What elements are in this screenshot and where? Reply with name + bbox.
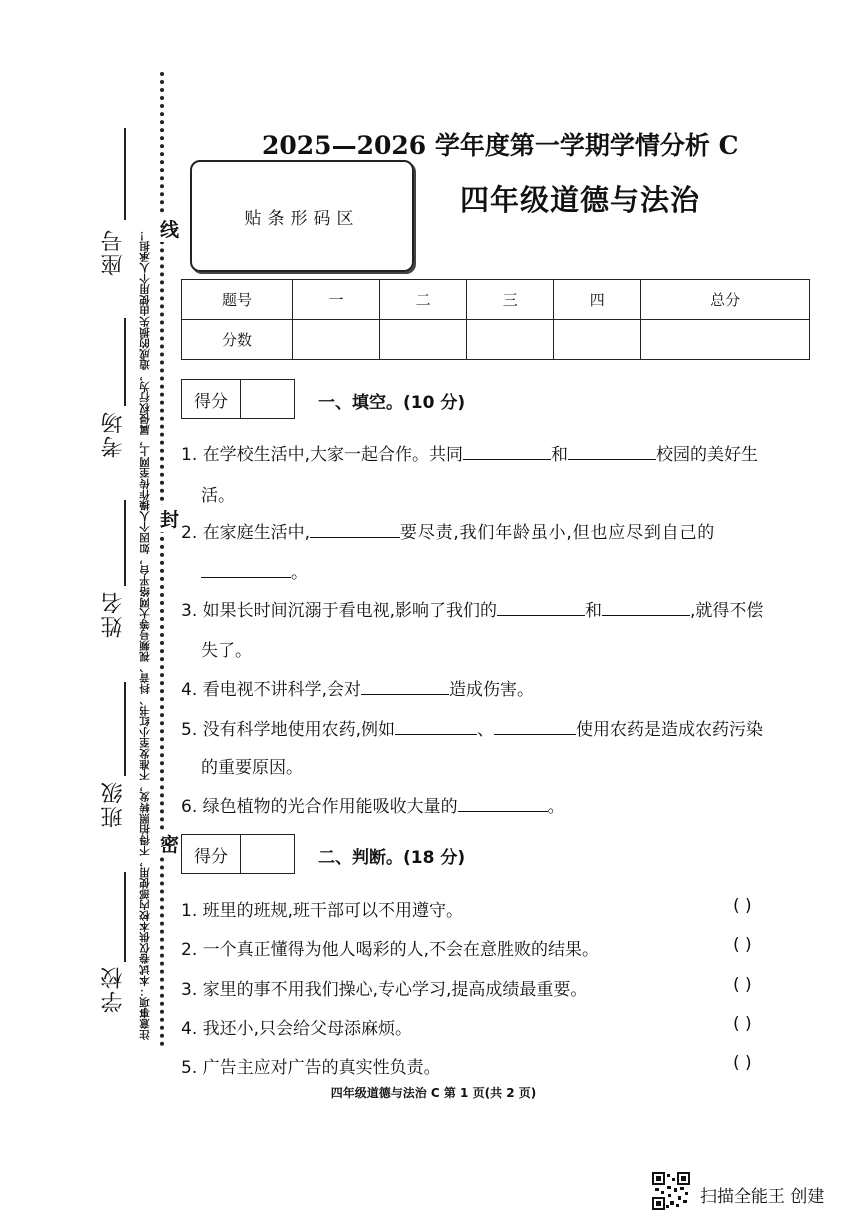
- score-cell[interactable]: [293, 320, 380, 360]
- q6-blank[interactable]: [458, 793, 548, 812]
- section2-score-field[interactable]: [241, 835, 294, 873]
- seal-char-xian: 线: [160, 215, 179, 242]
- judge-item-5: 5. 广告主应对广告的真实性负责。: [181, 1058, 441, 1078]
- q4-line: [181, 675, 534, 700]
- name-line: [124, 500, 126, 586]
- section2-score-label: 得分: [182, 835, 241, 873]
- scanner-watermark: 扫描全能王 创建: [700, 1187, 825, 1207]
- q2-text: 2. 在家庭生活中,: [181, 523, 311, 543]
- q3-text: 3. 如果长时间沉溺于看电视,影响了我们的: [181, 601, 498, 621]
- q5-line2: 的重要原因。: [201, 758, 303, 778]
- score-cell[interactable]: [641, 320, 810, 360]
- q4-text: 造成伤害。: [449, 680, 535, 700]
- answer-paren-2[interactable]: ( ): [733, 935, 752, 955]
- notice-text: 注意事项：本试卷仅供本校内部使用，不得拍照转发，不准发至小红书、抖音、视频号等大网络平台，如因个人操作传至网上，属侵权行为，造成的损失由使用个人承担！: [139, 230, 151, 1040]
- q2-blank-2[interactable]: [201, 559, 291, 578]
- section2-score-box: [181, 834, 295, 874]
- score-header-cell: 一: [293, 280, 380, 320]
- q3-line1: [181, 596, 763, 621]
- q3-blank-2[interactable]: [602, 597, 690, 616]
- score-header-cell: 二: [380, 280, 467, 320]
- q5-line1: [181, 715, 763, 740]
- section2-heading: 二、判断。(18 分): [318, 848, 466, 868]
- judge-item-3: 3. 家里的事不用我们操心,专心学习,提高成绩最重要。: [181, 980, 588, 1000]
- q5-blank-1[interactable]: [395, 716, 477, 735]
- q3-text: ,就得不偿: [690, 601, 764, 621]
- q5-text: 5. 没有科学地使用农药,例如: [181, 720, 396, 740]
- subject-title: 四年级道德与法治: [460, 183, 701, 217]
- answer-paren-4[interactable]: ( ): [733, 1014, 752, 1034]
- section1-score-box: [181, 379, 295, 419]
- score-header-cell: 题号: [182, 280, 293, 320]
- score-header-cell: 总分: [641, 280, 810, 320]
- q1-text: 和: [551, 445, 569, 465]
- score-header-cell: 四: [554, 280, 641, 320]
- q1-text: 1. 在学校生活中,大家一起合作。共同: [181, 445, 464, 465]
- q1-blank-2[interactable]: [568, 441, 656, 460]
- seal-char-mi: 密: [160, 830, 179, 857]
- q1-line1: [181, 440, 758, 465]
- exam-title: 2025—2026 学年度第一学期学情分析 C: [262, 131, 739, 160]
- barcode-area: [190, 160, 414, 272]
- judge-item-1: 1. 班里的班规,班干部可以不用遵守。: [181, 901, 464, 921]
- score-row-label: 分数: [182, 320, 293, 360]
- seat-number-label: 座号: [101, 228, 126, 276]
- q3-blank-1[interactable]: [497, 597, 585, 616]
- exam-room-label: 考场: [101, 410, 126, 458]
- name-label: 姓名: [101, 590, 126, 638]
- q4-text: 4. 看电视不讲科学,会对: [181, 680, 362, 700]
- q2-text: 要尽责,我们年龄虽小,但也应尽到自己的: [400, 523, 716, 543]
- answer-paren-5[interactable]: ( ): [733, 1053, 752, 1073]
- q1-blank-1[interactable]: [463, 441, 551, 460]
- q5-text: 、: [477, 720, 495, 740]
- q5-blank-2[interactable]: [494, 716, 576, 735]
- q1-line2: 活。: [201, 486, 235, 506]
- judge-item-2: 2. 一个真正懂得为他人喝彩的人,不会在意胜败的结果。: [181, 940, 600, 960]
- score-cell[interactable]: [380, 320, 467, 360]
- school-line: [124, 872, 126, 962]
- q3-line2: 失了。: [201, 641, 252, 661]
- barcode-label: 贴条形码区: [244, 208, 360, 229]
- school-label: 学校: [101, 965, 126, 1013]
- section1-score-label: 得分: [182, 380, 241, 418]
- q1-text: 校园的美好生: [656, 445, 759, 465]
- q2-text: 。: [291, 563, 308, 583]
- section1-score-field[interactable]: [241, 380, 294, 418]
- q3-text: 和: [585, 601, 603, 621]
- answer-paren-1[interactable]: ( ): [733, 896, 752, 916]
- q2-blank-1[interactable]: [310, 519, 400, 538]
- seat-number-line: [124, 128, 126, 220]
- exam-room-line: [124, 318, 126, 406]
- q6-text: 。: [547, 797, 565, 817]
- seal-char-feng: 封: [160, 505, 179, 532]
- score-cell[interactable]: [467, 320, 554, 360]
- score-cell[interactable]: [554, 320, 641, 360]
- class-line: [124, 682, 126, 776]
- class-label: 班级: [101, 780, 126, 828]
- q2-line2: [201, 558, 308, 583]
- answer-paren-3[interactable]: ( ): [733, 975, 752, 995]
- score-table: [181, 279, 810, 360]
- section1-heading: 一、填空。(10 分): [318, 393, 466, 413]
- q6-text: 6. 绿色植物的光合作用能吸收大量的: [181, 797, 458, 817]
- page-footer: 四年级道德与法治 C 第 1 页(共 2 页): [330, 1086, 537, 1100]
- q6-line: [181, 792, 565, 817]
- qr-code-icon: [652, 1172, 690, 1210]
- q5-text: 使用农药是造成农药污染: [576, 720, 764, 740]
- q2-line1: [181, 518, 715, 543]
- judge-item-4: 4. 我还小,只会给父母添麻烦。: [181, 1019, 413, 1039]
- q4-blank[interactable]: [361, 676, 449, 695]
- score-header-cell: 三: [467, 280, 554, 320]
